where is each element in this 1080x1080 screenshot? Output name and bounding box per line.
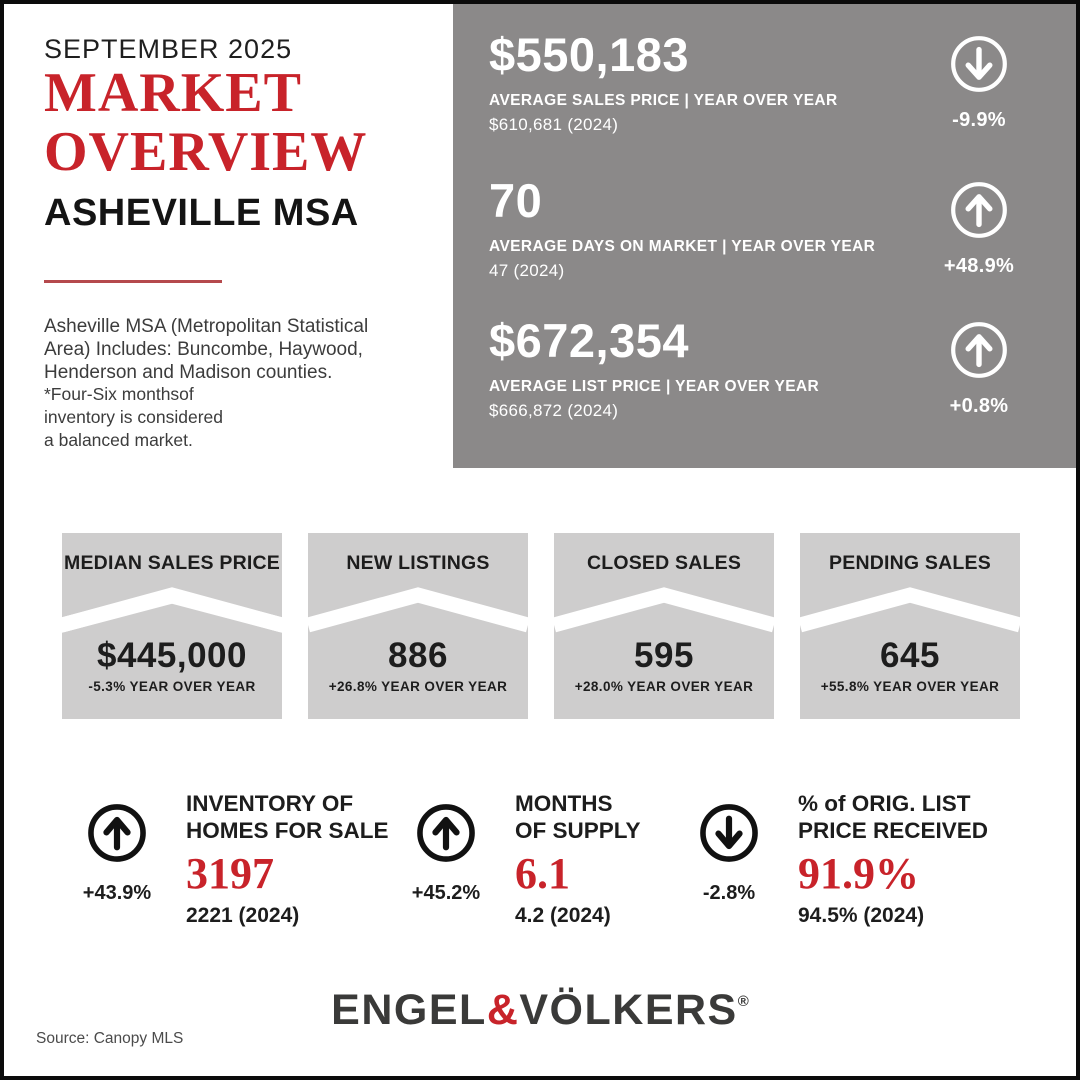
card-median-sales-price — [62, 533, 282, 719]
card-change: +28.0% YEAR OVER YEAR — [574, 679, 754, 694]
arrow-up-circle-icon — [949, 320, 1009, 385]
stat-change — [924, 320, 1034, 418]
stat-change-percent: +45.2% — [411, 882, 481, 904]
stat-change-percent: +0.8% — [949, 395, 1009, 417]
card-new-listings — [308, 533, 528, 719]
arrow-up-circle-icon — [949, 180, 1009, 245]
stat-value: 70 — [489, 174, 543, 227]
stat-label: AVERAGE DAYS ON MARKET | YEAR OVER YEAR — [489, 238, 876, 256]
registered-trademark-icon: ® — [737, 993, 749, 1010]
stat-change-percent: -9.9% — [952, 109, 1006, 131]
card-change: -5.3% YEAR OVER YEAR — [88, 679, 256, 694]
yoy-stats-panel — [453, 4, 1076, 468]
card-pending-sales — [800, 533, 1020, 719]
engel-voelkers-logo: ENGEL&VÖLKERS® — [331, 986, 749, 1034]
stat-change-percent: +48.9% — [943, 255, 1015, 277]
card-title: CLOSED SALES — [586, 552, 742, 574]
stat-average-sales-price — [489, 30, 1076, 135]
stat-previous-value: $610,681 (2024) — [489, 115, 619, 135]
page-title — [44, 64, 367, 183]
card-change: +55.8% YEAR OVER YEAR — [820, 679, 1000, 694]
stat-label: AVERAGE SALES PRICE | YEAR OVER YEAR — [489, 92, 838, 110]
card-value: 595 — [634, 636, 694, 675]
stat-average-days-on-market — [489, 176, 1076, 281]
stat-months-of-supply — [391, 790, 640, 928]
stat-pct-orig-list-price — [674, 790, 988, 928]
card-title: PENDING SALES — [829, 552, 991, 574]
stat-value: $672,354 — [489, 314, 690, 367]
metric-cards-row — [62, 533, 1020, 719]
stat-label: MONTHS OF SUPPLY — [515, 791, 641, 844]
stat-previous-value: 4.2 (2024) — [515, 903, 611, 927]
stat-change-percent: +43.9% — [82, 882, 152, 904]
stat-label: INVENTORY OF HOMES FOR SALE — [186, 791, 389, 844]
arrow-down-circle-icon — [949, 34, 1009, 99]
stat-previous-value: $666,872 (2024) — [489, 401, 619, 421]
logo-ampersand: & — [486, 986, 520, 1034]
card-title: MEDIAN SALES PRICE — [64, 552, 280, 574]
stat-change-percent: -2.8% — [702, 882, 756, 904]
stat-value: 91.9% — [798, 848, 919, 898]
stat-inventory-of-homes — [62, 790, 389, 928]
stat-label: % of ORIG. LIST PRICE RECEIVED — [798, 791, 989, 844]
arrow-up-circle-icon — [415, 802, 477, 869]
stat-value: 6.1 — [515, 848, 570, 898]
stat-previous-value: 47 (2024) — [489, 261, 565, 281]
card-title: NEW LISTINGS — [346, 552, 490, 574]
card-closed-sales — [554, 533, 774, 719]
card-value: $445,000 — [97, 636, 247, 675]
stat-change — [924, 180, 1034, 278]
page-title-line1: MARKET — [44, 62, 302, 124]
region-name: ASHEVILLE MSA — [44, 192, 359, 234]
inventory-note: *Four-Six monthsof inventory is considered a balanced market. — [44, 384, 223, 451]
stat-value: $550,183 — [489, 28, 690, 81]
stat-previous-value: 2221 (2024) — [186, 903, 300, 927]
data-source: Source: Canopy MLS — [36, 1030, 184, 1047]
stat-value: 3197 — [186, 848, 274, 898]
arrow-up-circle-icon — [86, 802, 148, 869]
region-description: Asheville MSA (Metropolitan Statistical Area) Includes: Buncombe, Haywood, Henderson and Madison counties. — [44, 316, 369, 383]
report-date: SEPTEMBER 2025 — [44, 34, 293, 64]
red-divider-line — [44, 280, 222, 283]
stat-previous-value: 94.5% (2024) — [798, 903, 925, 927]
stat-change — [924, 34, 1034, 132]
card-value: 645 — [880, 636, 940, 675]
arrow-down-circle-icon — [698, 802, 760, 869]
page-title-line2: OVERVIEW — [44, 121, 368, 184]
stat-average-list-price — [489, 316, 1076, 421]
card-change: +26.8% YEAR OVER YEAR — [328, 679, 508, 694]
stat-label: AVERAGE LIST PRICE | YEAR OVER YEAR — [489, 378, 820, 396]
card-value: 886 — [388, 636, 448, 675]
